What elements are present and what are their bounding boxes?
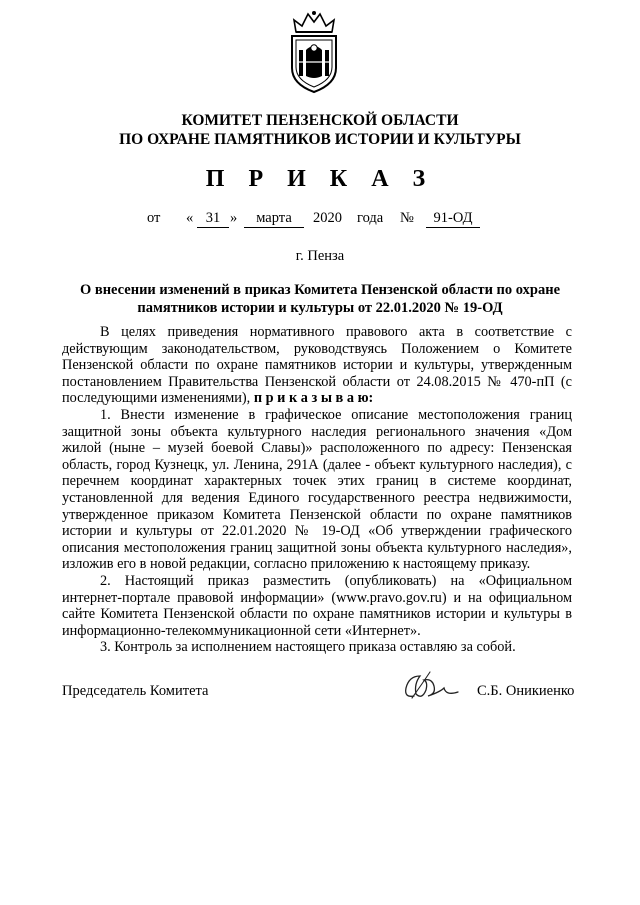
order-number: 91-ОД — [426, 210, 480, 228]
date-from-label: от — [147, 210, 161, 226]
committee-name-line2: ПО ОХРАНЕ ПАМЯТНИКОВ ИСТОРИИ И КУЛЬТУРЫ — [119, 131, 521, 148]
order-subject-line2: памятников истории и культуры от 22.01.2020 № 19-ОД — [137, 300, 503, 316]
date-day: 31 — [197, 210, 229, 228]
order-word: п р и к а з ы в а ю: — [253, 390, 374, 407]
handwritten-signature — [400, 668, 462, 704]
quote-close: » — [230, 210, 238, 226]
preamble-paragraph — [62, 324, 572, 407]
date-year: 2020 — [313, 210, 342, 226]
order-subject-line1: О внесении изменений в приказ Комитета Пензенской области по охране — [79, 282, 561, 298]
committee-name — [0, 111, 640, 149]
signatory-position: Председатель Комитета — [62, 683, 209, 699]
item-1-paragraph: 1. Внести изменение в графическое описание местоположения границ защитной зоны объекта культурного наследия регионального значения «Дом жилой (ныне – музей боевой Славы)» расположенного по адресу: Пензенская область, город Кузнецк, ул. Ленина, 291А (далее - объект культурного наследия), с перечнем координат характерных точек этих границ в системе координат, установленной для ведения Единого государственного реестра недвижимости, утвержденное приказом Комитета Пензенской области по охране памятников истории и культуры от 22.01.2020 № 19-ОД «Об утверждении графического описания местоположения границ защитной зоны объекта культурного наследия», изложив его в новой редакции, согласно приложению к настоящему приказу. — [62, 406, 572, 573]
city-name: г. Пенза — [295, 248, 345, 264]
committee-name-line1: КОМИТЕТ ПЕНЗЕНСКОЙ ОБЛАСТИ — [181, 112, 459, 129]
date-month: марта — [244, 210, 304, 228]
preamble-text: В целях приведения нормативного правового акта в соответствие с действующим законодательством, руководствуясь Положением о Комитете Пензенской области по охране памятников истории и культуры, утвержденным постановлением Правительства Пензенской области от 24.08.2015 № 470-пП (с последующими изменениями), — [62, 324, 572, 407]
number-sign: № — [400, 210, 414, 226]
order-subject — [0, 281, 640, 317]
item-2-paragraph: 2. Настоящий приказ разместить (опубликовать) на «Официальном интернет-портале правовой информации» (www.pravo.gov.ru) и на официальном сайте Комитета Пензенской области по охране памятников истории и культуры в информационно-телекоммуникационной сети «Интернет». — [62, 572, 572, 639]
quote-open: « — [186, 210, 194, 226]
signatory-name: С.Б. Оникиенко — [477, 683, 575, 699]
document-type-title: П Р И К А З — [205, 166, 435, 192]
date-year-word: года — [357, 210, 384, 226]
order-body — [62, 324, 572, 656]
item-3-paragraph: 3. Контроль за исполнением настоящего приказа оставляю за собой. — [100, 639, 516, 656]
coat-of-arms-emblem — [282, 10, 346, 96]
